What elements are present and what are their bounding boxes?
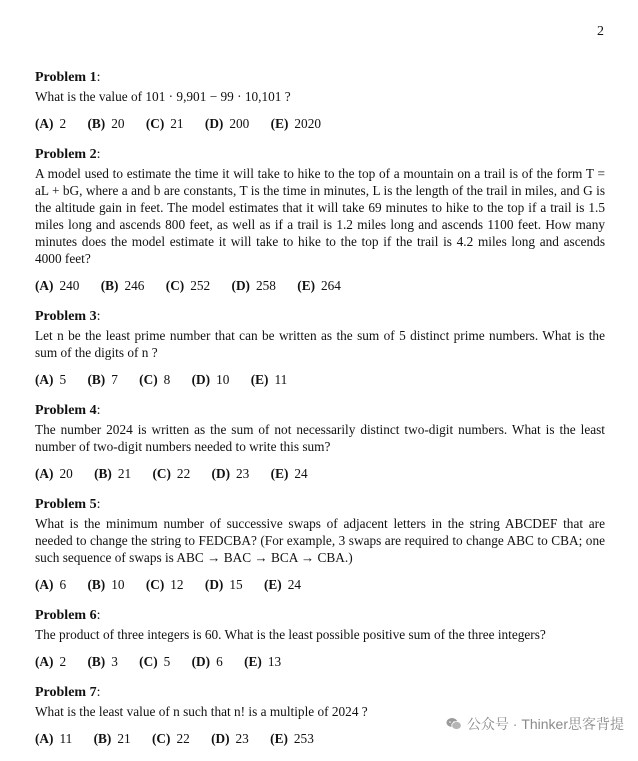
problem-text: What is the value of 101 · 9,901 − 99 · 10,101 ?: [35, 89, 291, 104]
problem-title: Problem 7: [35, 685, 97, 700]
choice-c: (C) 22: [152, 466, 191, 481]
problem-2: [35, 146, 605, 294]
problem-text: What is the least value of n such that n! is a multiple of 2024 ?: [35, 704, 368, 719]
title-colon: :: [96, 309, 101, 324]
problem-text: Let n be the least prime number that can be written as the sum of 5 distinct prime numbers. What is the sum of the digits of n ?: [35, 328, 605, 360]
choice-c: (C) 12: [145, 577, 184, 592]
choice-e: (E) 264: [297, 278, 341, 293]
choice-e: (E) 11: [250, 372, 288, 387]
choice-d: (D) 200: [204, 116, 250, 131]
choice-c: (C) 21: [145, 116, 184, 131]
answer-choices: [35, 371, 605, 388]
problem-6: [35, 607, 605, 670]
problem-title: Problem 3: [35, 309, 97, 324]
choice-a: (A) 2: [35, 116, 67, 131]
choice-b: (B) 21: [93, 731, 131, 746]
choice-a: (A) 5: [35, 372, 67, 387]
choice-d: (D) 258: [231, 278, 276, 293]
title-colon: :: [96, 147, 101, 162]
choice-e: (E) 24: [270, 466, 308, 481]
title-colon: :: [96, 497, 101, 512]
choice-b: (B) 20: [87, 116, 125, 131]
choice-a: (A) 2: [35, 654, 67, 669]
choice-c: (C) 252: [165, 278, 211, 293]
problem-title: Problem 4: [35, 403, 97, 418]
choice-a: (A) 20: [35, 466, 73, 481]
choice-b: (B) 10: [87, 577, 125, 592]
problem-list: [35, 69, 605, 761]
problem-3: [35, 308, 605, 388]
wechat-icon: [446, 717, 462, 731]
title-colon: :: [96, 685, 101, 700]
choice-b: (B) 21: [94, 466, 132, 481]
problem-title: Problem 1: [35, 70, 97, 85]
choice-d: (D) 10: [191, 372, 230, 387]
choice-d: (D) 23: [211, 466, 250, 481]
answer-choices: [35, 115, 605, 132]
choice-d: (D) 6: [191, 654, 223, 669]
choice-c: (C) 5: [139, 654, 171, 669]
title-colon: :: [96, 403, 101, 418]
problem-title: Problem 5: [35, 497, 97, 512]
choice-e: (E) 253: [270, 731, 314, 746]
title-colon: :: [96, 608, 101, 623]
choice-a: (A) 240: [35, 278, 80, 293]
answer-choices: [35, 576, 605, 593]
title-colon: :: [96, 70, 101, 85]
problem-text: What is the minimum number of successive swaps of adjacent letters in the string ABCDEF that are needed to change the string to FEDCBA? (For example, 3 swaps are required to change ABC to CBA; one such sequence of swaps is ABC → BAC → BCA → CBA.): [35, 516, 605, 565]
choice-c: (C) 22: [151, 731, 190, 746]
problem-4: [35, 402, 605, 482]
problem-1: [35, 69, 605, 132]
choice-d: (D) 15: [204, 577, 243, 592]
problem-text: The product of three integers is 60. What is the least possible positive sum of the three integers?: [35, 627, 546, 642]
choice-d: (D) 23: [211, 731, 249, 746]
watermark-text: 公众号 · Thinker思客背提: [466, 716, 624, 732]
answer-choices: [35, 653, 605, 670]
problem-text: A model used to estimate the time it will take to hike to the top of a mountain on a trail is of the form T = aL + bG, where a and b are constants, T is the time in minutes, L is the length of the trail in miles, and G is the altitude gain in feet. The model estimates that it will take 69 minutes to hike to the top if a trail is 1.5 miles long and ascends 800 feet, as well as if a trail is 1.2 miles long and ascends 1100 feet. How many minutes does the model estimate it will take to hike to the top if the trail is 4.2 miles long and ascends 4000 feet?: [35, 166, 605, 266]
watermark: [446, 714, 624, 734]
choice-b: (B) 7: [87, 372, 118, 387]
problem-5: [35, 496, 605, 593]
choice-e: (E) 2020: [270, 116, 321, 131]
choice-a: (A) 6: [35, 577, 67, 592]
page-number: 2: [597, 24, 604, 39]
problem-text: The number 2024 is written as the sum of not necessarily distinct two-digit numbers. What is the least number of two-digit numbers needed to write this sum?: [35, 422, 605, 454]
choice-c: (C) 8: [139, 372, 171, 387]
answer-choices: [35, 465, 605, 482]
choice-e: (E) 24: [264, 577, 302, 592]
problem-title: Problem 6: [35, 608, 97, 623]
choice-a: (A) 11: [35, 731, 73, 746]
problem-title: Problem 2: [35, 147, 97, 162]
answer-choices: [35, 277, 605, 294]
choice-b: (B) 246: [100, 278, 145, 293]
choice-b: (B) 3: [87, 654, 118, 669]
choice-e: (E) 13: [244, 654, 282, 669]
